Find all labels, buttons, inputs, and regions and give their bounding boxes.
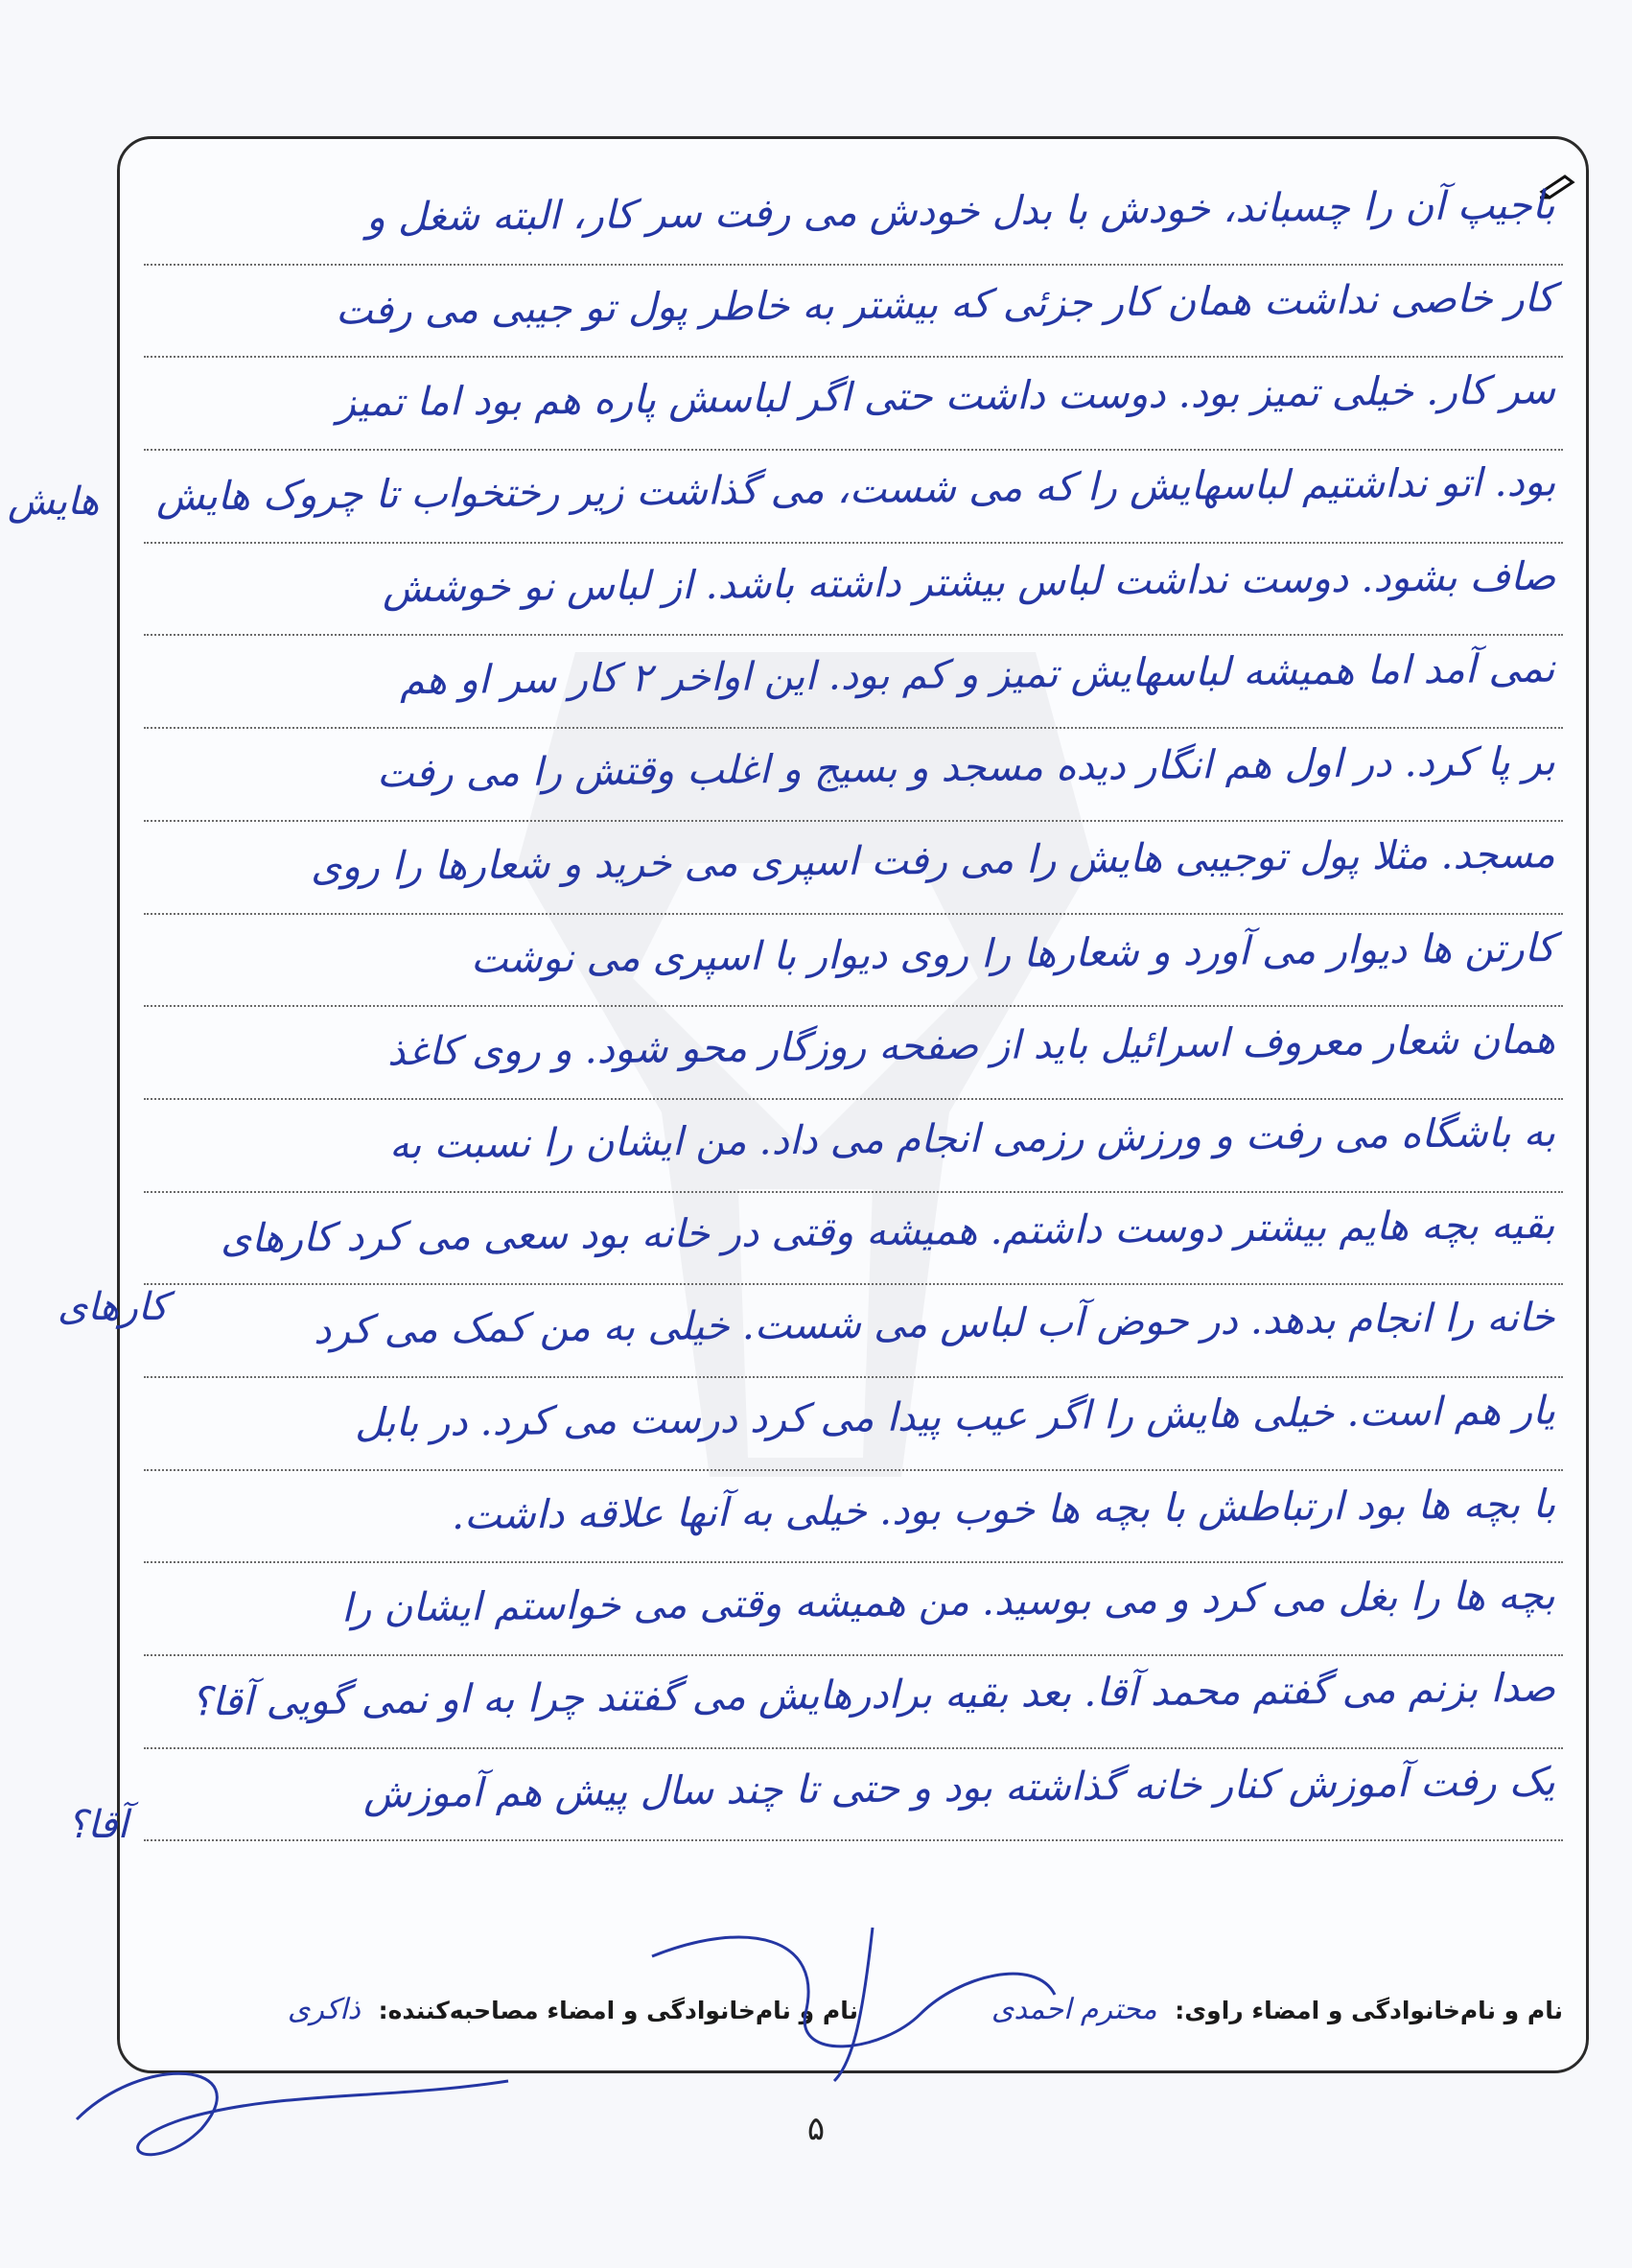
text-line: خانه را انجام بدهد. در حوض آب لباس می شست. خیلی به من کمک می کرد <box>144 1285 1563 1378</box>
text-line: صاف بشود. دوست نداشت لباس بیشتر داشته باشد. از لباس نو خوشش <box>144 544 1563 637</box>
handwritten-text-lines <box>144 173 1563 1841</box>
text-line: باجیپ آن را چسباند، خودش با بدل خودش می رفت سر کار، البته شغل و <box>144 173 1563 266</box>
text-line: صدا بزنم می گفتم محمد آقا. بعد بقیه برادرهایش می گفتند چرا به او نمی گویی آقا؟ <box>144 1656 1563 1749</box>
text-line: به باشگاه می رفت و ورزش رزمی انجام می داد. من ایشان را نسبت به <box>144 1100 1563 1193</box>
text-line: یک رفت آموزش کنار خانه گذاشته بود و حتی تا چند سال پیش هم آموزش <box>144 1749 1563 1842</box>
text-line: بقیه بچه هایم بیشتر دوست داشتم. همیشه وقتی در خانه بود سعی می کرد کارهای <box>144 1193 1563 1286</box>
text-line: نمی آمد اما همیشه لباسهایش تمیز و کم بود. این اواخر ۲ کار سر او هم <box>144 636 1563 729</box>
text-line: بر پا کرد. در اول هم انگار دیده مسجد و بسیج و اغلب وقتش را می رفت <box>144 729 1563 822</box>
signature-footer <box>144 1993 1563 2050</box>
margin-note: کارهای <box>58 1285 169 1329</box>
text-line: بچه ها را بغل می کرد و می بوسید. من همیشه وقتی می خواستم ایشان را <box>144 1563 1563 1656</box>
interviewer-field <box>288 1993 858 2026</box>
text-line: مسجد. مثلا پول توجیبی هایش را می رفت اسپری می خرید و شعارها را روی <box>144 822 1563 915</box>
text-line: کارتن ها دیوار می آورد و شعارها را روی دیوار با اسپری می نوشت <box>144 915 1563 1008</box>
text-line: بود. اتو نداشتیم لباسهایش را که می شست، می گذاشت زیر رختخواب تا چروک هایش <box>144 451 1563 544</box>
text-line: کار خاصی نداشت همان کار جزئی که بیشتر به خاطر پول تو جیبی می رفت <box>144 266 1563 359</box>
narrator-field <box>991 1993 1563 2026</box>
margin-note: آقا؟ <box>67 1803 128 1847</box>
narrator-label: نام و نام‌خانوادگی و امضاء راوی: <box>1175 1997 1563 2024</box>
text-line: با بچه ها بود ارتباطش با بچه ها خوب بود. خیلی به آنها علاقه داشت. <box>144 1471 1563 1564</box>
page-number: ۵ <box>806 2110 826 2148</box>
interviewer-name: ذاکری <box>287 1993 361 2026</box>
interviewer-label: نام و نام‌خانوادگی و امضاء مصاحبه‌کننده: <box>378 1997 858 2024</box>
text-line: سر کار. خیلی تمیز بود. دوست داشت حتی اگر لباسش پاره هم بود اما تمیز <box>144 358 1563 451</box>
text-line: یار هم است. خیلی هایش را اگر عیب پیدا می کرد درست می کرد. در بابل <box>144 1378 1563 1471</box>
narrator-name: محترم احمدی <box>991 1993 1157 2026</box>
text-line: همان شعار معروف اسرائیل باید از صفحه روزگار محو شود. و روی کاغذ <box>144 1007 1563 1100</box>
margin-note: هایش <box>8 479 100 524</box>
